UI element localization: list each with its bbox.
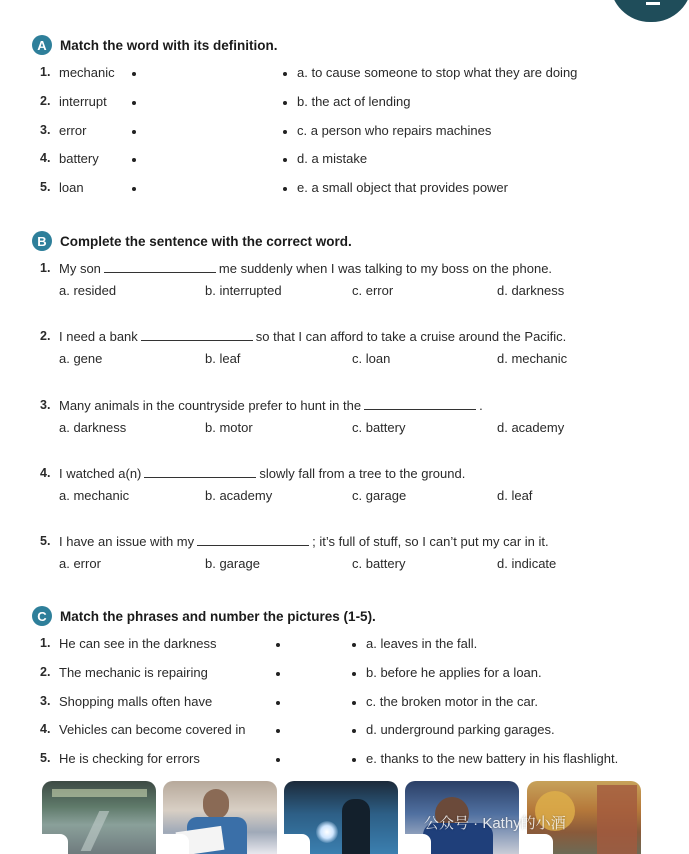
- match-dot-right[interactable]: [352, 701, 356, 705]
- picture-number-box[interactable]: [163, 834, 189, 854]
- section-c-title: Match the phrases and number the pictures (1-5).: [60, 608, 376, 624]
- match-dot-left[interactable]: [132, 158, 136, 162]
- sentence-end: slowly fall from a tree to the ground.: [259, 466, 466, 481]
- option[interactable]: a. gene: [59, 351, 103, 366]
- picture-number-box[interactable]: [405, 834, 431, 854]
- match-dot-right[interactable]: [352, 672, 356, 676]
- option[interactable]: d. indicate: [497, 556, 557, 571]
- match-dot-right[interactable]: [352, 643, 356, 647]
- match-dot-right[interactable]: [283, 187, 287, 191]
- match-dot-left[interactable]: [276, 672, 280, 676]
- definition: c. a person who repairs machines: [297, 123, 492, 138]
- sentence-b4: [59, 466, 465, 481]
- match-word: error: [59, 123, 87, 138]
- match-dot-left[interactable]: [276, 701, 280, 705]
- item-number: 5.: [40, 534, 51, 548]
- match-dot-left[interactable]: [276, 758, 280, 762]
- match-dot-left[interactable]: [132, 101, 136, 105]
- match-dot-right[interactable]: [283, 130, 287, 134]
- sentence-end: ; it’s full of stuff, so I can’t put my car in it.: [312, 534, 549, 549]
- phrase-start: He is checking for errors: [59, 751, 200, 766]
- phrase-start: Shopping malls often have: [59, 694, 213, 709]
- section-b-title: Complete the sentence with the correct word.: [60, 233, 352, 249]
- item-number: 1.: [40, 65, 51, 79]
- definition: e. a small object that provides power: [297, 180, 508, 195]
- option[interactable]: b. academy: [205, 488, 273, 503]
- option[interactable]: a. error: [59, 556, 101, 571]
- option[interactable]: b. interrupted: [205, 283, 282, 298]
- answer-blank[interactable]: [141, 330, 253, 341]
- option[interactable]: d. mechanic: [497, 351, 568, 366]
- item-number: 2.: [40, 94, 51, 108]
- definition: d. a mistake: [297, 151, 368, 166]
- man-with-flashlight-photo: [284, 781, 398, 854]
- answer-blank[interactable]: [197, 535, 309, 546]
- item-number: 4.: [40, 722, 51, 736]
- option[interactable]: c. loan: [352, 351, 391, 366]
- sentence-start: I watched a(n): [59, 466, 142, 481]
- option[interactable]: d. darkness: [497, 283, 565, 298]
- match-dot-right[interactable]: [283, 101, 287, 105]
- picture-number-box[interactable]: [284, 834, 310, 854]
- match-dot-left[interactable]: [132, 72, 136, 76]
- match-dot-left[interactable]: [132, 187, 136, 191]
- option[interactable]: a. darkness: [59, 420, 127, 435]
- sentence-start: I need a bank: [59, 329, 138, 344]
- match-word: interrupt: [59, 94, 107, 109]
- sentence-end: me suddenly when I was talking to my boss on the phone.: [218, 261, 553, 276]
- picture-number-box[interactable]: [527, 834, 553, 854]
- phrase-ending: b. before he applies for a loan.: [366, 665, 542, 680]
- match-dot-left[interactable]: [276, 729, 280, 733]
- phrase-start: Vehicles can become covered in: [59, 722, 246, 737]
- sentence-start: Many animals in the countryside prefer to hunt in the: [59, 398, 362, 413]
- phrase-ending: e. thanks to the new battery in his flashlight.: [366, 751, 619, 766]
- option[interactable]: b. motor: [205, 420, 253, 435]
- item-number: 2.: [40, 665, 51, 679]
- item-number: 3.: [40, 398, 51, 412]
- option[interactable]: d. academy: [497, 420, 565, 435]
- match-dot-left[interactable]: [276, 643, 280, 647]
- match-word: mechanic: [59, 65, 115, 80]
- item-number: 2.: [40, 329, 51, 343]
- section-b-badge: B: [32, 231, 52, 251]
- answer-blank[interactable]: [364, 399, 476, 410]
- definition: a. to cause someone to stop what they are doing: [297, 65, 578, 80]
- option[interactable]: a. mechanic: [59, 488, 130, 503]
- sentence-b1: [59, 261, 552, 276]
- section-a-header: [32, 35, 278, 55]
- sentence-b3: [59, 398, 483, 413]
- definition: b. the act of lending: [297, 94, 411, 109]
- item-number: 1.: [40, 261, 51, 275]
- answer-blank[interactable]: [144, 467, 256, 478]
- match-dot-right[interactable]: [283, 72, 287, 76]
- match-word: battery: [59, 151, 99, 166]
- phrase-start: The mechanic is repairing: [59, 665, 208, 680]
- item-number: 3.: [40, 123, 51, 137]
- watermark-text: 公众号 · Kathy的小酒: [424, 815, 566, 832]
- sentence-end: so that I can afford to take a cruise around the Pacific.: [255, 329, 567, 344]
- option[interactable]: c. battery: [352, 556, 406, 571]
- item-number: 5.: [40, 751, 51, 765]
- sentence-start: I have an issue with my: [59, 534, 195, 549]
- item-number: 3.: [40, 694, 51, 708]
- page-number-tab: [610, 0, 689, 22]
- option[interactable]: c. garage: [352, 488, 407, 503]
- phrase-start: He can see in the darkness: [59, 636, 217, 651]
- item-number: 4.: [40, 466, 51, 480]
- section-a-badge: A: [32, 35, 52, 55]
- sentence-end: .: [479, 398, 483, 413]
- item-number: 1.: [40, 636, 51, 650]
- sentence-b2: [59, 329, 566, 344]
- section-c-header: [32, 606, 376, 626]
- answer-blank[interactable]: [104, 262, 216, 273]
- phrase-ending: a. leaves in the fall.: [366, 636, 478, 651]
- phrase-ending: d. underground parking garages.: [366, 722, 555, 737]
- section-a-title: Match the word with its definition.: [60, 37, 278, 53]
- phrase-ending: c. the broken motor in the car.: [366, 694, 538, 709]
- match-dot-right[interactable]: [352, 729, 356, 733]
- option[interactable]: b. leaf: [205, 351, 241, 366]
- option[interactable]: a. resided: [59, 283, 117, 298]
- match-dot-right[interactable]: [283, 158, 287, 162]
- option[interactable]: c. battery: [352, 420, 406, 435]
- section-b-header: [32, 231, 352, 251]
- picture-number-box[interactable]: [42, 834, 68, 854]
- match-word: loan: [59, 180, 84, 195]
- option[interactable]: c. error: [352, 283, 394, 298]
- sentence-start: My son: [59, 261, 101, 276]
- section-c-badge: C: [32, 606, 52, 626]
- item-number: 4.: [40, 151, 51, 165]
- man-with-papers-photo: [163, 781, 277, 854]
- item-number: 5.: [40, 180, 51, 194]
- option[interactable]: d. leaf: [497, 488, 533, 503]
- sentence-b5: [59, 534, 549, 549]
- parking-garage-photo: [42, 781, 156, 854]
- match-dot-left[interactable]: [132, 130, 136, 134]
- option[interactable]: b. garage: [205, 556, 260, 571]
- match-dot-right[interactable]: [352, 758, 356, 762]
